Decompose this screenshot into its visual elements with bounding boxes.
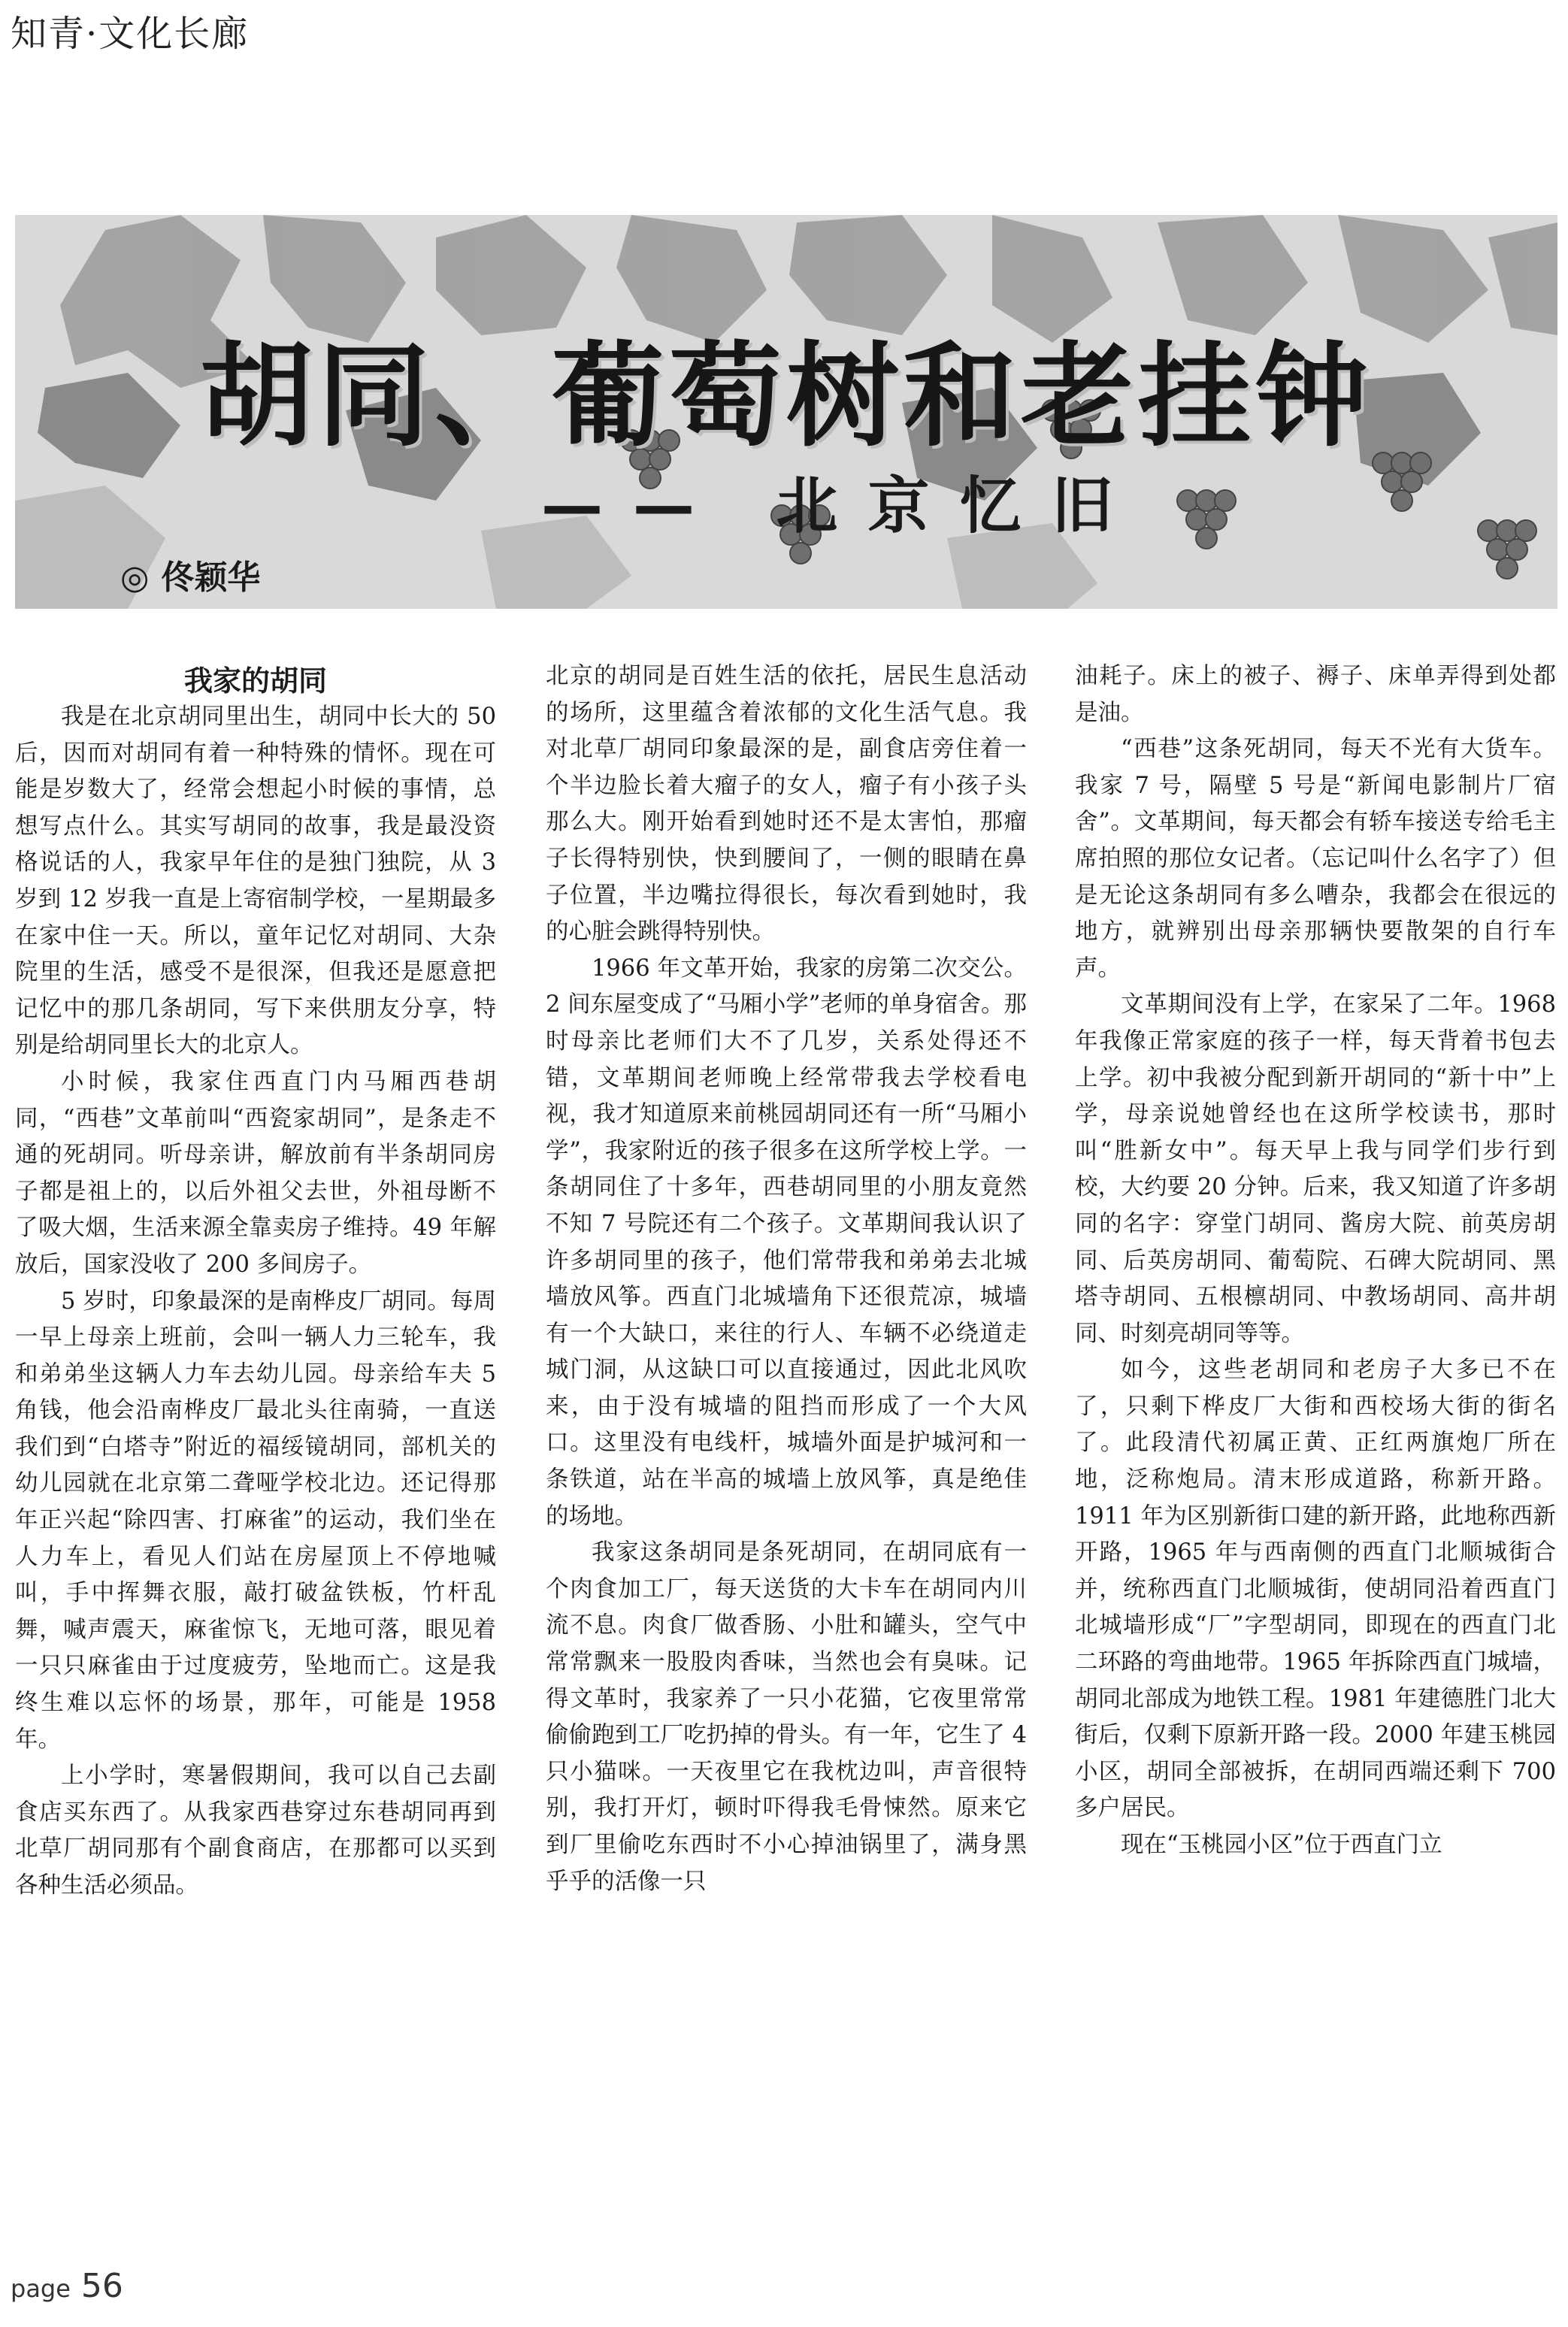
paragraph: 北京的胡同是百姓生活的依托，居民生息活动的场所，这里蕴含着浓郁的文化生活气息。我对北草厂胡同印象最深的是，副食店旁住着一个半边脸长着大瘤子的女人，瘤子有小孩子头那么大。刚开始看到她时还不是太害怕，那瘤子长得特别快，快到腰间了，一侧的眼睛在鼻子位置，半边嘴拉得很长，每次看到她时，我的心脏会跳得特别快。 [546, 663, 1027, 946]
paragraph: 油耗子。床上的被子、褥子、床单弄得到处都是油。 [1075, 663, 1556, 726]
text-column-2 [546, 658, 1027, 1900]
paragraph: “西巷”这条死胡同，每天不光有大货车。我家 7 号，隔壁 5 号是“新闻电影制片厂宿舍”。文革期间，每天都会有轿车接送专给毛主席拍照的那位女记者。（忘记叫什么名字了）但是无论这条胡同有多么嘈杂，我都会在很远的地方，就辨别出母亲那辆快要散架的自行车声。 [1075, 736, 1556, 982]
page-footer [11, 2267, 123, 2305]
section-label: 知青·文化长廊 [11, 13, 250, 55]
section-heading: 我家的胡同 [183, 664, 327, 697]
author-mark: ◎ [120, 558, 150, 597]
paragraph: 1966 年文革开始，我家的房第二次交公。2 间东屋变成了“马厢小学”老师的单身宿舍。那时母亲比老师们大不了几岁，关系处得还不错，文革期间老师晚上经常带我去学校看电视，我才知道原来前桃园胡同还有一所“马厢小学”，我家附近的孩子很多在这所学校上学。一条胡同住了十多年，西巷胡同里的小朋友竟然不知 7 号院还有二个孩子。文革期间我认识了许多胡同里的孩子，他们常带我和弟弟去北城墙放风筝。西直门北城墙角下还很荒凉，城墙有一个大缺口，来往的行人、车辆不必绕道走城门洞，从这缺口可以直接通过，因此北风吹来，由于没有城墙的阻挡而形成了一个大风口。这里没有电线杆，城墙外面是护城河和一条铁道，站在半高的城墙上放风筝，真是绝佳的场地。 [546, 955, 1027, 1530]
paragraph: 小时候，我家住西直门内马厢西巷胡同，“西巷”文革前叫“西瓷家胡同”，是条走不通的死胡同。听母亲讲，解放前有半条胡同房子都是祖上的，以后外祖父去世，外祖母断不了吸大烟，生活来源全靠卖房子维持。49 年解放后，国家没收了 200 多间房子。 [15, 1068, 496, 1278]
paragraph: 文革期间没有上学，在家呆了二年。1968 年我像正常家庭的孩子一样，每天背着书包去上学。初中我被分配到新开胡同的“新十中”上学，母亲说她曾经也在这所学校读书，那时叫“胜新女中”。每天早上我与同学们步行到校，大约要 20 分钟。后来，我又知道了许多胡同的名字：穿堂门胡同、酱房大院、前英房胡同、后英房胡同、葡萄院、石碑大院胡同、黑塔寺胡同、五根檩胡同、中教场胡同、高井胡同、时刻亮胡同等等。 [1075, 991, 1556, 1347]
text-column-1 [15, 658, 496, 1905]
paragraph: 现在“玉桃园小区”位于西直门立 [1121, 1832, 1442, 1858]
paragraph: 上小学时，寒暑假期间，我可以自己去副食店买东西了。从我家西巷穿过东巷胡同再到北草厂胡同那有个副食商店，在那都可以买到各种生活必须品。 [15, 1763, 496, 1899]
title-banner [15, 215, 1557, 609]
page-word: page [11, 2274, 71, 2303]
article-subtitle: —— 北京忆旧 [541, 471, 1143, 542]
author-byline [120, 550, 260, 598]
paragraph: 5 岁时，印象最深的是南桦皮厂胡同。每周一早上母亲上班前，会叫一辆人力三轮车，我和弟弟坐这辆人力车去幼儿园。母亲给车夫 5 角钱，他会沿南桦皮厂最北头往南骑，一直送我们到“白塔寺”附近的福绥镜胡同，部机关的幼儿园就在北京第二聋哑学校北边。还记得那年正兴起“除四害、打麻雀”的运动，我们坐在人力车上，看见人们站在房屋顶上不停地喊叫，手中挥舞衣服，敲打破盆铁板，竹杆乱舞，喊声震天，麻雀惊飞，无地可落，眼见着一只只麻雀由于过度疲劳，坠地而亡。这是我终生难以忘怀的场景，那年，可能是 1958 年。 [15, 1288, 496, 1753]
text-column-3 [1075, 658, 1556, 1864]
paragraph: 我家这条胡同是条死胡同，在胡同底有一个肉食加工厂，每天送货的大卡车在胡同内川流不息。肉食厂做香肠、小肚和罐头，空气中常常飘来一股股肉香味，当然也会有臭味。记得文革时，我家养了一只小花猫，它夜里常常偷偷跑到工厂吃扔掉的骨头。有一年，它生了 4 只小猫咪。一天夜里它在我枕边叫，声音很特别，我打开灯，顿时吓得我毛骨悚然。原来它到厂里偷吃东西时不小心掉油锅里了，满身黑乎乎的活像一只 [546, 1539, 1027, 1895]
page-number: 56 [80, 2267, 123, 2305]
paragraph: 如今，这些老胡同和老房子大多已不在了，只剩下桦皮厂大街和西校场大街的街名了。此段清代初属正黄、正红两旗炮厂所在地，泛称炮局。清末形成道路，称新开路。1911 年为区别新街口建的新开路，此地称西新开路，1965 年与西南侧的西直门北顺城街合并，统称西直门北顺城街，使胡同沿着西直门北城墙形成“厂”字型胡同，即现在的西直门北二环路的弯曲地带。1965 年拆除西直门城墙，胡同北部成为地铁工程。1981 年建德胜门北大街后，仅剩下原新开路一段。2000 年建玉桃园小区，胡同全部被拆，在胡同西端还剩下 700 多户居民。 [1075, 1357, 1556, 1822]
article-title: 胡同、葡萄树和老挂钟 [199, 330, 1373, 462]
paragraph: 我是在北京胡同里出生，胡同中长大的 50 后，因而对胡同有着一种特殊的情怀。现在可能是岁数大了，经常会想起小时候的事情，总想写点什么。其实写胡同的故事，我是最没资格说话的人，我家早年住的是独门独院，从 3 岁到 12 岁我一直是上寄宿制学校，一星期最多在家中住一天。所以，童年记忆对胡同、大杂院里的生活，感受不是很深，但我还是愿意把记忆中的那几条胡同，写下来供朋友分享，特别是给胡同里长大的北京人。 [15, 704, 496, 1059]
author-name: 佟颖华 [161, 558, 261, 597]
